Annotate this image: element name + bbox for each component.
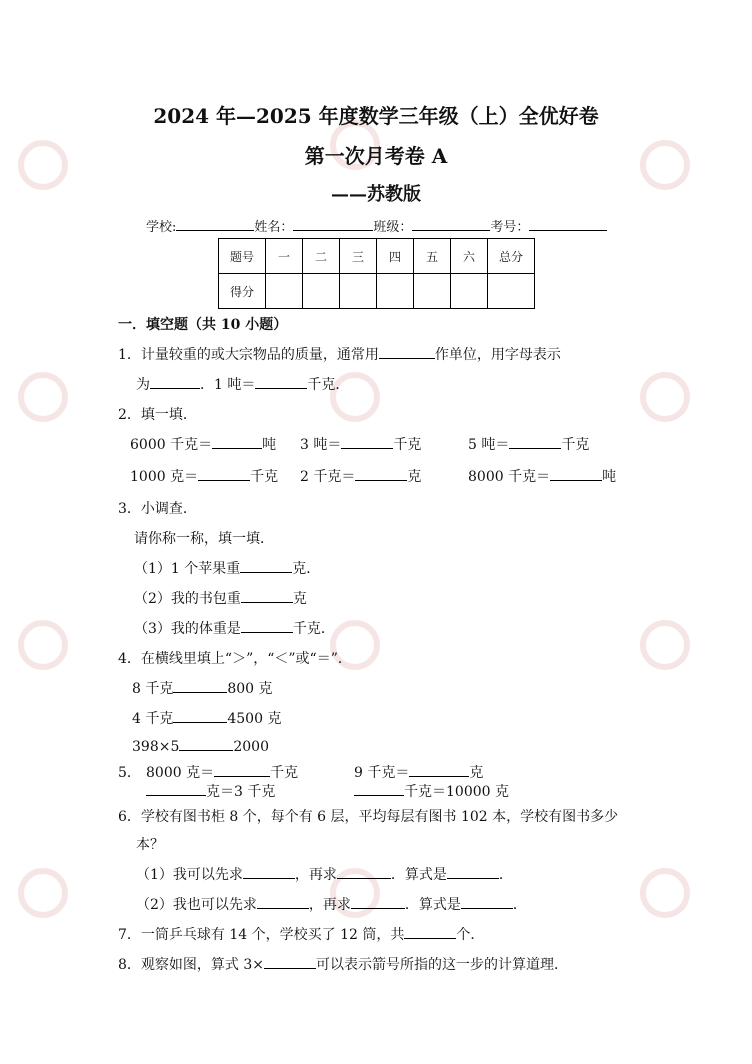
question-4-item2: 4 千克 4500 克 xyxy=(132,711,282,727)
school-field[interactable] xyxy=(176,217,254,231)
answer-blank[interactable] xyxy=(255,375,307,389)
question-2-head: 2．填一填． xyxy=(118,407,197,423)
answer-blank[interactable] xyxy=(257,895,309,909)
question-4-head: 4．在横线里填上“＞”，“＜”或“＝”． xyxy=(118,651,352,667)
question-5-a: 8000 克＝ 千克 xyxy=(146,765,299,781)
answer-blank[interactable] xyxy=(447,865,499,879)
class-field[interactable] xyxy=(412,217,490,231)
question-3-intro: 请你称一称，填一填． xyxy=(134,531,274,547)
watermark-logo-icon xyxy=(640,620,690,670)
score-cell[interactable] xyxy=(266,274,303,309)
question-1-line1: 1．计量较重的或大宗物品的质量，通常用 作单位，用字母表示 xyxy=(118,347,561,363)
question-3-head: 3．小调查． xyxy=(118,501,197,517)
question-7: 7．一筒乒乓球有 14 个，学校买了 12 筒，共 个． xyxy=(118,927,485,943)
answer-blank[interactable] xyxy=(379,345,435,359)
answer-blank[interactable] xyxy=(509,435,561,449)
name-field[interactable] xyxy=(293,217,373,231)
answer-blank[interactable] xyxy=(241,589,293,603)
header-cell: 六 xyxy=(451,239,488,274)
score-table xyxy=(218,238,535,309)
question-5-num: 5． xyxy=(118,765,141,781)
number-field[interactable] xyxy=(529,217,607,231)
watermark-logo-icon xyxy=(18,868,68,918)
answer-blank[interactable] xyxy=(550,467,602,481)
edition-label: ——苏教版 xyxy=(331,184,421,205)
answer-blank[interactable] xyxy=(240,559,292,573)
answer-blank[interactable] xyxy=(212,435,262,449)
watermark-logo-icon xyxy=(18,620,68,670)
score-cell[interactable] xyxy=(414,274,451,309)
header-cell: 五 xyxy=(414,239,451,274)
answer-blank[interactable] xyxy=(146,782,206,796)
header-cell: 总分 xyxy=(488,239,535,274)
name-label: 姓名： xyxy=(254,220,294,235)
question-6-item1: （1）我可以先求 ，再求 ．算式是 ． xyxy=(136,867,513,883)
answer-blank[interactable] xyxy=(173,679,227,693)
answer-blank[interactable] xyxy=(341,435,393,449)
question-6-line1: 6．学校有图书柜 8 个，每个有 6 层，平均每层有图书 102 本，学校有图书多少 xyxy=(118,809,619,825)
answer-blank[interactable] xyxy=(214,763,270,777)
header-cell: 三 xyxy=(340,239,377,274)
question-2-row2-a: 1000 克＝ 千克 xyxy=(130,469,279,485)
score-cell[interactable] xyxy=(340,274,377,309)
watermark-logo-icon xyxy=(18,372,68,422)
answer-blank[interactable] xyxy=(173,709,227,723)
row-label: 题号 xyxy=(219,239,266,274)
score-cell[interactable] xyxy=(377,274,414,309)
answer-blank[interactable] xyxy=(337,865,391,879)
question-3-item3: （3）我的体重是 千克． xyxy=(134,621,335,637)
question-1-line2: 为 ．1 吨＝ 千克． xyxy=(136,377,350,393)
row-label: 得分 xyxy=(219,274,266,309)
table-row xyxy=(219,239,535,274)
number-label: 考号： xyxy=(490,220,530,235)
header-cell: 一 xyxy=(266,239,303,274)
question-5-c: 克＝3 千克 xyxy=(146,781,275,801)
question-6-line2: 本？ xyxy=(136,837,164,853)
score-cell[interactable] xyxy=(488,274,535,309)
answer-blank[interactable] xyxy=(243,865,295,879)
answer-blank[interactable] xyxy=(461,895,513,909)
question-2-row2-c: 8000 千克＝ 吨 xyxy=(468,469,617,485)
question-8: 8．观察如图，算式 3× 可以表示箭号所指的这一步的计算道理． xyxy=(118,957,568,973)
answer-blank[interactable] xyxy=(150,375,200,389)
answer-blank[interactable] xyxy=(354,782,404,796)
question-6-item2: （2）我也可以先求 ，再求 ．算式是 ． xyxy=(136,897,527,913)
score-cell[interactable] xyxy=(451,274,488,309)
answer-blank[interactable] xyxy=(198,467,250,481)
page-title: 2024 年—2025 年度数学三年级（上）全优好卷 xyxy=(153,104,599,128)
watermark-logo-icon xyxy=(640,372,690,422)
section-heading: 一．填空题（共 10 小题） xyxy=(118,317,288,333)
question-2-row2-b: 2 千克＝ 克 xyxy=(300,469,422,485)
answer-blank[interactable] xyxy=(404,925,456,939)
question-5-b: 9 千克＝ 克 xyxy=(354,765,484,781)
student-info-row xyxy=(146,216,607,235)
answer-blank[interactable] xyxy=(355,467,407,481)
header-cell: 四 xyxy=(377,239,414,274)
answer-blank[interactable] xyxy=(179,737,233,751)
page-subtitle: 第一次月考卷 A xyxy=(304,144,448,168)
question-4-item3: 398×5 2000 xyxy=(132,739,269,755)
answer-blank[interactable] xyxy=(241,619,293,633)
answer-blank[interactable] xyxy=(264,955,316,969)
question-2-row1-b: 3 吨＝ 千克 xyxy=(300,437,422,453)
question-4-item1: 8 千克 800 克 xyxy=(132,681,273,697)
table-row xyxy=(219,274,535,309)
answer-blank[interactable] xyxy=(351,895,405,909)
question-3-item1: （1）1 个苹果重 克． xyxy=(134,561,321,577)
header-cell: 二 xyxy=(303,239,340,274)
question-2-row1-c: 5 吨＝ 千克 xyxy=(468,437,590,453)
question-3-item2: （2）我的书包重 克 xyxy=(134,591,307,607)
question-5-d: 千克＝10000 克 xyxy=(354,781,509,801)
school-label: 学校: xyxy=(146,220,177,235)
question-2-row1-a: 6000 千克＝ 吨 xyxy=(130,437,277,453)
answer-blank[interactable] xyxy=(409,763,469,777)
class-label: 班级： xyxy=(373,220,413,235)
score-cell[interactable] xyxy=(303,274,340,309)
watermark-logo-icon xyxy=(640,868,690,918)
